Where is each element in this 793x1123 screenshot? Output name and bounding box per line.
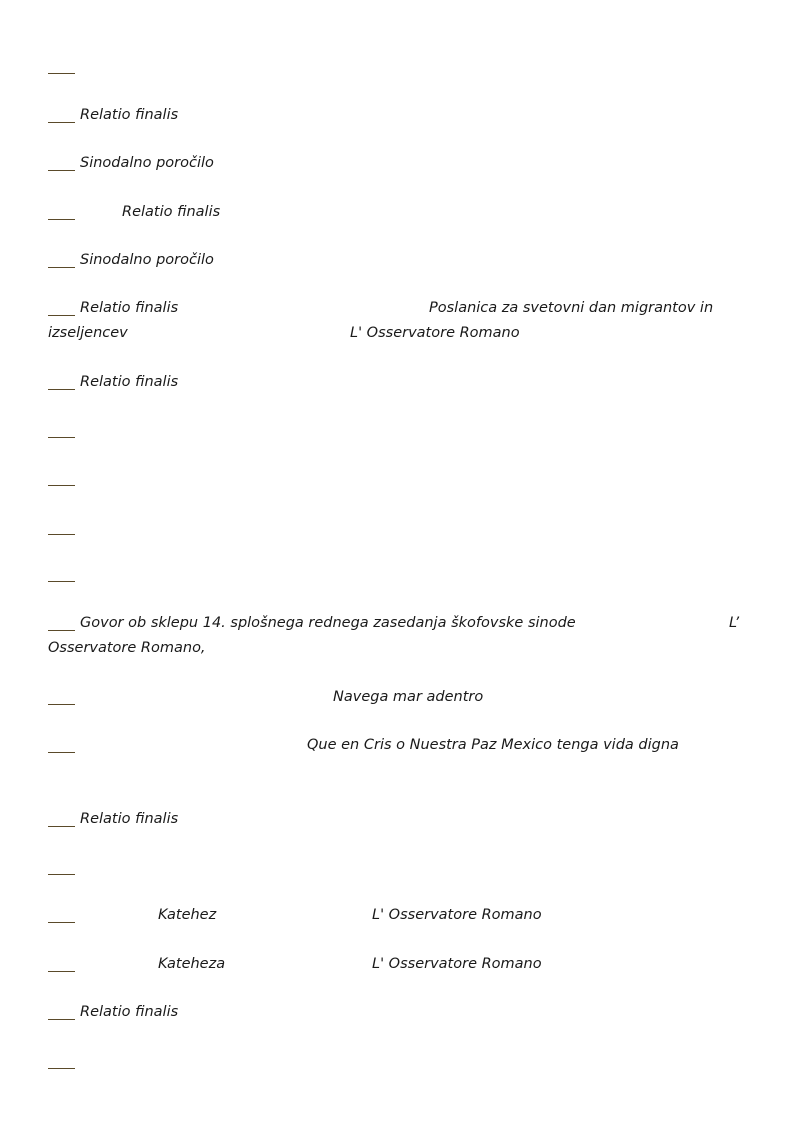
citation-title: Katehez	[158, 907, 217, 923]
blank-line	[48, 581, 75, 582]
citation-source: L' Osservatore Romano	[350, 325, 520, 341]
blank-line	[48, 122, 75, 123]
citation-title: Relatio finalis	[80, 374, 179, 390]
blank-line	[48, 73, 75, 74]
blank-line	[48, 874, 75, 875]
blank-line	[48, 219, 75, 220]
citation-title: Navega mar adentro	[333, 689, 484, 705]
citation-title: Kateheza	[158, 956, 226, 972]
citation-title: Relatio finalis	[80, 1004, 179, 1020]
citation-title: Que en Cris o Nuestra Paz Mexico tenga vida digna	[307, 737, 679, 753]
blank-line	[48, 630, 75, 631]
blank-line	[48, 315, 75, 316]
blank-line	[48, 922, 75, 923]
blank-line	[48, 437, 75, 438]
citation-title: Poslanica za svetovni dan migrantov in	[429, 300, 714, 316]
blank-line	[48, 534, 75, 535]
citation-title-continued: izseljencev	[48, 325, 128, 341]
blank-line	[48, 704, 75, 705]
citation-source: L’	[729, 615, 740, 631]
citation-title: Relatio finalis	[122, 204, 221, 220]
citation-title: Sinodalno poročilo	[80, 155, 214, 171]
blank-line	[48, 1019, 75, 1020]
blank-line	[48, 389, 75, 390]
citation-title: Relatio finalis	[80, 811, 179, 827]
citation-title: Relatio finalis	[80, 300, 179, 316]
blank-line	[48, 170, 75, 171]
citation-source-continued: Osservatore Romano,	[48, 640, 206, 656]
blank-line	[48, 1068, 75, 1069]
blank-line	[48, 267, 75, 268]
citation-title: Relatio finalis	[80, 107, 179, 123]
citation-title: Govor ob sklepu 14. splošnega rednega zasedanja škofovske sinode	[80, 615, 576, 631]
blank-line	[48, 826, 75, 827]
citation-source: L' Osservatore Romano	[372, 956, 542, 972]
blank-line	[48, 971, 75, 972]
blank-line	[48, 485, 75, 486]
blank-line	[48, 752, 75, 753]
citation-source: L' Osservatore Romano	[372, 907, 542, 923]
citation-title: Sinodalno poročilo	[80, 252, 214, 268]
